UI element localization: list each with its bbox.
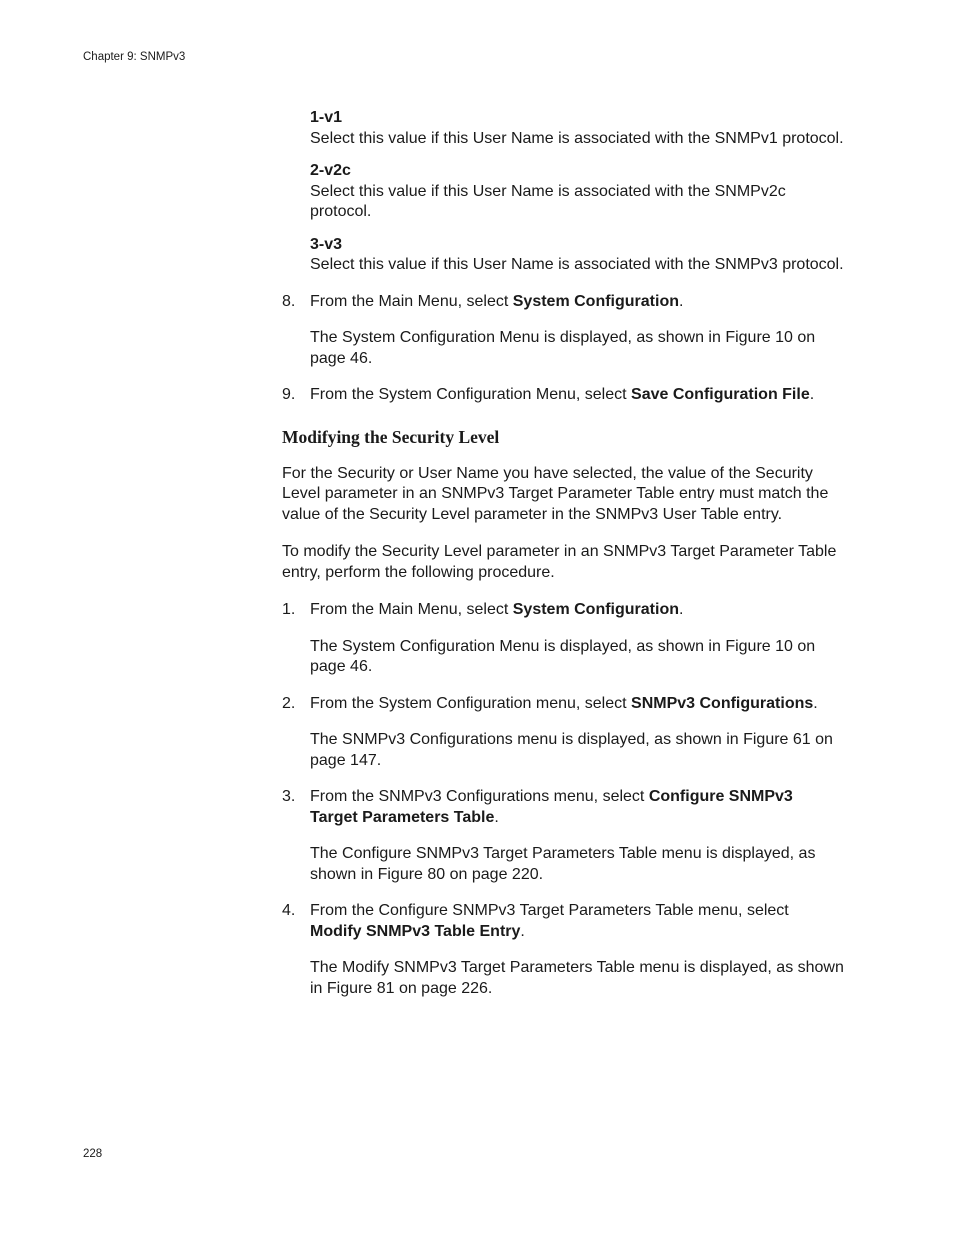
page-number: 228 — [83, 1148, 103, 1160]
step-number: 2. — [282, 694, 296, 712]
step-text-post: . — [678, 601, 684, 618]
running-header: Chapter 9: SNMPv3 — [83, 51, 186, 63]
section-heading: Modifying the Security Level — [282, 426, 500, 447]
option-1-v1 — [310, 108, 844, 149]
step-number: 8. — [282, 292, 296, 310]
step-menu-item: Configure SNMPv3 Target Parameters Table — [310, 788, 793, 826]
option-2-v2c — [310, 161, 844, 223]
step-1-result: The System Configuration Menu is displayed, as shown in Figure 10 on page 46. — [310, 637, 816, 675]
step-number: 1. — [282, 601, 296, 618]
step-menu-item: SNMPv3 Configurations — [631, 694, 814, 712]
step-number: 4. — [282, 902, 296, 919]
step-number: 3. — [282, 788, 296, 805]
option-description: Select this value if this User Name is associated with the SNMPv1 protocol. — [310, 129, 844, 147]
step-9 — [282, 385, 844, 406]
step-2 — [282, 694, 844, 715]
page-content — [282, 108, 844, 1015]
step-3 — [282, 787, 844, 828]
step-3-result: The Configure SNMPv3 Target Parameters Table menu is displayed, as shown in Figure 80 on page 220. — [310, 845, 816, 883]
step-8-result: The System Configuration Menu is displayed, as shown in Figure 10 on page 46. — [310, 329, 816, 367]
section-paragraph-2: To modify the Security Level parameter in an SNMPv3 Target Parameter Table entry, perform the following procedure. — [282, 543, 837, 581]
step-text-post: . — [494, 808, 499, 826]
step-menu-item: Modify SNMPv3 Table Entry — [310, 922, 521, 940]
step-text-post: . — [809, 386, 815, 403]
option-description: Select this value if this User Name is associated with the SNMPv3 protocol. — [310, 256, 844, 273]
step-text-post: . — [813, 694, 818, 712]
step-text-pre: From the Main Menu, select — [310, 292, 513, 310]
option-description: Select this value if this User Name is associated with the SNMPv2c protocol. — [310, 182, 786, 220]
option-term: 3-v3 — [310, 235, 343, 253]
step-menu-item: System Configuration — [512, 292, 679, 310]
step-text-post: . — [520, 922, 525, 940]
section-paragraph-1: For the Security or User Name you have selected, the value of the Security Level parameter in an SNMPv3 Target Parameter Table entry must match the value of the Security Level parameter in the SNMPv3 User Table entry. — [282, 464, 829, 523]
step-instruction — [310, 787, 844, 828]
step-text-pre: From the Configure SNMPv3 Target Parameters Table menu, select — [310, 902, 789, 919]
step-menu-item: Save Configuration File — [631, 386, 810, 403]
step-2-result: The SNMPv3 Configurations menu is displayed, as shown in Figure 61 on page 147. — [310, 731, 833, 769]
step-menu-item: System Configuration — [512, 601, 679, 618]
step-number: 9. — [282, 386, 296, 403]
step-instruction — [310, 385, 844, 406]
step-text-pre: From the System Configuration menu, select — [310, 694, 632, 712]
step-instruction — [310, 901, 844, 942]
step-text-post: . — [678, 292, 684, 310]
step-text-pre: From the SNMPv3 Configurations menu, select — [310, 788, 649, 805]
step-8 — [282, 292, 844, 313]
option-term: 1-v1 — [310, 109, 343, 126]
option-term: 2-v2c — [310, 162, 351, 179]
step-instruction — [310, 600, 844, 621]
step-1 — [282, 600, 844, 621]
step-4-result: The Modify SNMPv3 Target Parameters Table menu is displayed, as shown in Figure 81 on page 226. — [310, 959, 844, 997]
step-4 — [282, 901, 844, 942]
step-instruction — [310, 694, 844, 715]
step-text-pre: From the Main Menu, select — [310, 601, 513, 618]
option-3-v3 — [310, 235, 844, 276]
step-text-pre: From the System Configuration Menu, select — [310, 386, 632, 403]
step-instruction — [310, 292, 844, 313]
